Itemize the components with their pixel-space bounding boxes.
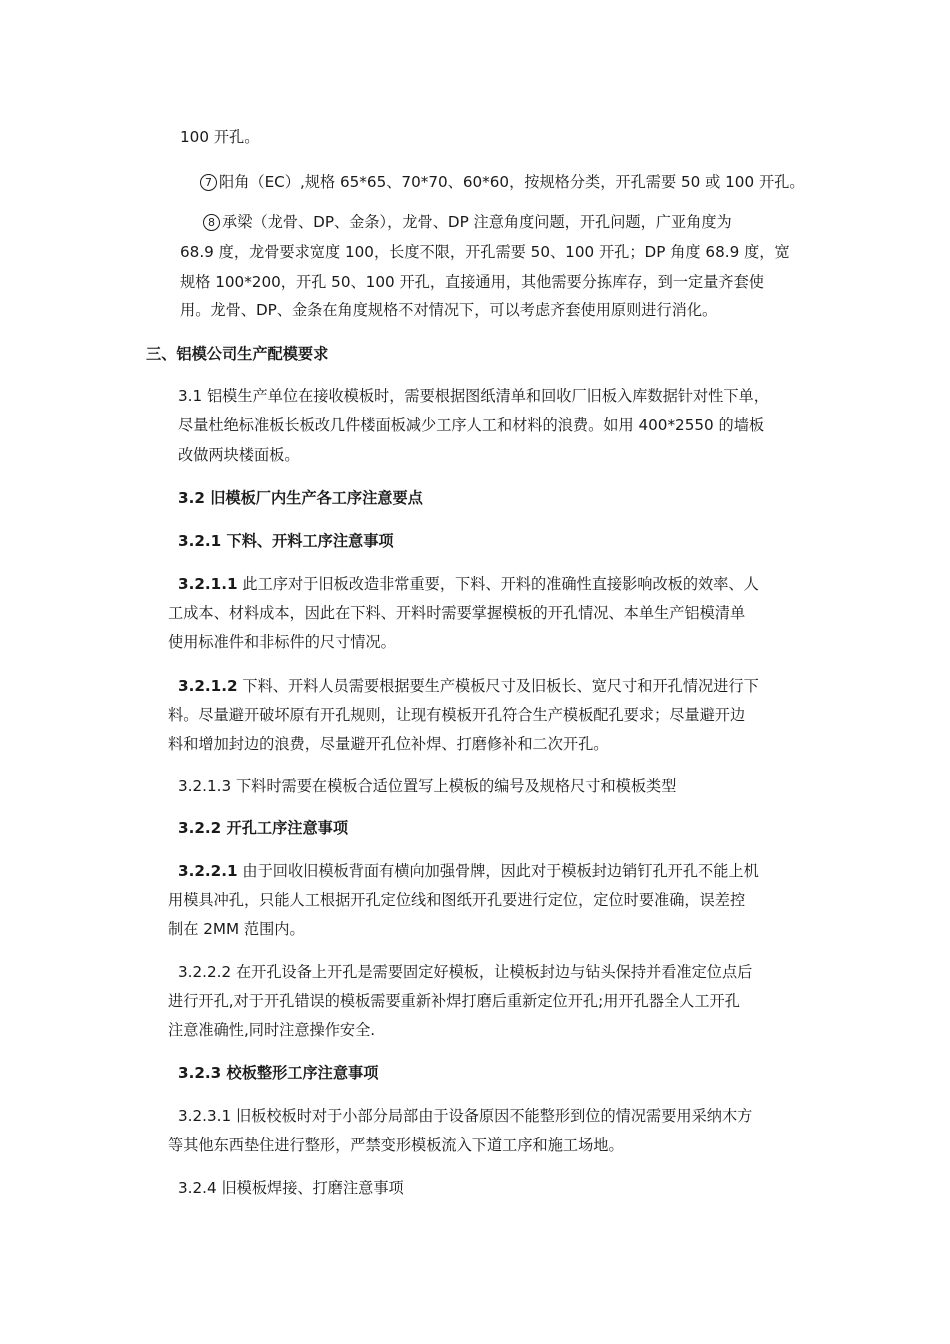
clause-number: 3.2.2.1 [178, 862, 238, 880]
paragraph-yang-jiao [200, 172, 805, 192]
text-line: 进行开孔,对于开孔错误的模板需要重新补焊打磨后重新定位开孔;用开孔器全人工开孔 [168, 992, 740, 1010]
text-line: 料和增加封边的浪费，尽量避开孔位补焊、打磨修补和二次开孔。 [168, 735, 609, 753]
text-line: 尽量杜绝标准板长板改几件楼面板减少工序人工和材料的浪费。如用 400*2550 的墙板 [178, 416, 765, 434]
text-line: 用。龙骨、DP、金条在角度规格不对情况下，可以考虑齐套使用原则进行消化。 [180, 301, 718, 319]
paragraph-3-2-2-1 [178, 861, 759, 881]
clause-number: 3.2.1.2 [178, 677, 238, 695]
text-line: 改做两块楼面板。 [178, 446, 300, 464]
subheading-3-2-1: 3.2.1 下料、开料工序注意事项 [178, 532, 394, 550]
paragraph-3-2-4: 3.2.4 旧模板焊接、打磨注意事项 [178, 1179, 404, 1197]
text-line: 阳角（EC）,规格 65*65、70*70、60*60，按规格分类，开孔需要 50 或 100 开孔。 [219, 173, 805, 191]
paragraph-3-2-1-1 [178, 574, 759, 594]
subheading-3-2-2: 3.2.2 开孔工序注意事项 [178, 819, 349, 837]
text-line: 注意准确性,同时注意操作安全. [168, 1021, 376, 1039]
paragraph-3-2-1-3: 3.2.1.3 下料时需要在模板合适位置写上模板的编号及规格尺寸和模板类型 [178, 777, 677, 795]
clause-number: 3.2.1.1 [178, 575, 238, 593]
text-line: 等其他东西垫住进行整形，严禁变形模板流入下道工序和施工场地。 [168, 1136, 624, 1154]
text-line: 3.1 铝模生产单位在接收模板时，需要根据图纸清单和回收厂旧板入库数据针对性下单， [178, 387, 769, 405]
paragraph-3-2-1-2 [178, 676, 759, 696]
circled-number-8: 8 [203, 214, 220, 231]
text-line: 制在 2MM 范围内。 [168, 920, 305, 938]
text-line: 工成本、材料成本，因此在下料、开料时需要掌握模板的开孔情况、本单生产铝模清单 [168, 604, 746, 622]
text-line: 用模具冲孔，只能人工根据开孔定位线和图纸开孔要进行定位，定位时要准确，误差控 [168, 891, 746, 909]
subheading-3-2-3: 3.2.3 校板整形工序注意事项 [178, 1064, 379, 1082]
paragraph-cheng-liang [203, 212, 732, 232]
text-line: 3.2.3.1 旧板校板时对于小部分局部由于设备原因不能整形到位的情况需要用采纳木方 [178, 1107, 753, 1125]
text-line: 100 开孔。 [180, 128, 260, 146]
text-line: 此工序对于旧板改造非常重要，下料、开料的准确性直接影响改板的效率、人 [237, 575, 759, 593]
section-heading-3: 三、铝模公司生产配模要求 [146, 345, 329, 363]
circled-number-7: 7 [200, 174, 217, 191]
text-line: 下料、开料人员需要根据要生产模板尺寸及旧板长、宽尺寸和开孔情况进行下 [237, 677, 759, 695]
text-line: 68.9 度，龙骨要求宽度 100，长度不限，开孔需要 50、100 开孔；DP 角度 68.9 度，宽 [180, 243, 790, 261]
text-line: 3.2.2.2 在开孔设备上开孔是需要固定好模板，让模板封边与钻头保持并看准定位点后 [178, 963, 753, 981]
text-line: 由于回收旧模板背面有横向加强骨牌，因此对于模板封边销钉孔开孔不能上机 [237, 862, 759, 880]
text-line: 规格 100*200，开孔 50、100 开孔，直接通用，其他需要分拣库存，到一定量齐套使 [180, 273, 764, 291]
text-line: 料。尽量避开破坏原有开孔规则，让现有模板开孔符合生产模板配孔要求；尽量避开边 [168, 706, 746, 724]
subheading-3-2: 3.2 旧模板厂内生产各工序注意要点 [178, 489, 423, 507]
text-line: 承梁（龙骨、DP、金条），龙骨、DP 注意角度问题，开孔问题，广亚角度为 [222, 213, 732, 231]
text-line: 使用标准件和非标件的尺寸情况。 [168, 633, 396, 651]
